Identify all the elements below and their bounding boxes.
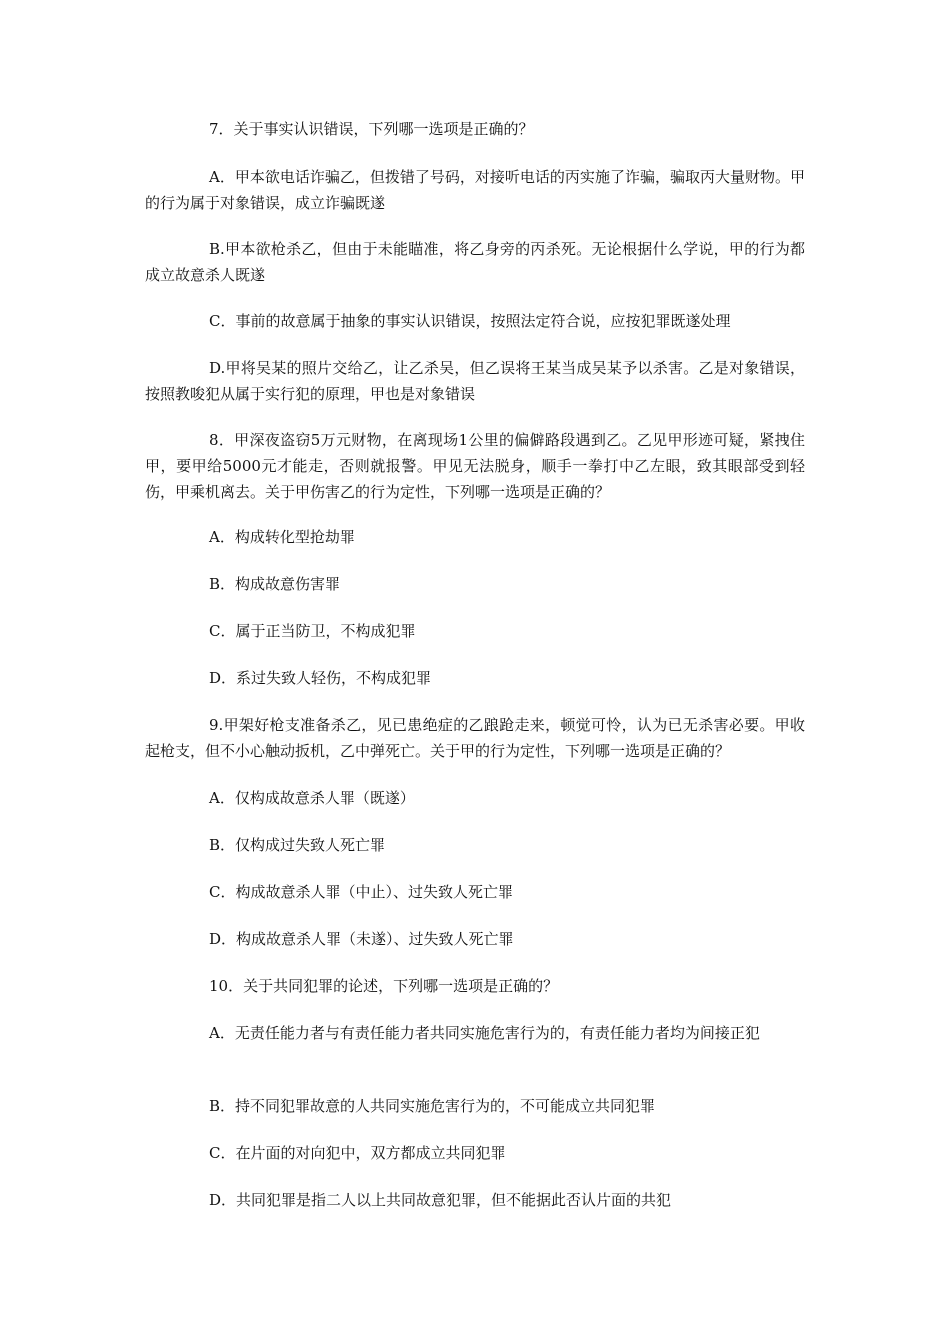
question-8-stem: 8．甲深夜盗窃5万元财物，在离现场1公里的偏僻路段遇到乙。乙见甲形迹可疑，紧拽住甲，要甲给5000元才能走，否则就报警。甲见无法脱身，顺手一拳打中乙左眼，致其眼部受到轻伤，甲乘机离去。关于甲伤害乙的行为定性，下列哪一选项是正确的？ [145,431,805,501]
question-9-option-a: A．仅构成故意杀人罪（既遂） [209,789,415,807]
question-7-option-b: B.甲本欲枪杀乙，但由于未能瞄准，将乙身旁的丙杀死。无论根据什么学说，甲的行为都成立故意杀人既遂 [145,240,805,284]
question-10-option-a: A．无责任能力者与有责任能力者共同实施危害行为的，有责任能力者均为间接正犯 [209,1024,760,1042]
question-7-option-d: D.甲将吴某的照片交给乙，让乙杀吴，但乙误将王某当成吴某予以杀害。乙是对象错误，按照教唆犯从属于实行犯的原理，甲也是对象错误 [145,359,805,403]
question-10-stem: 10．关于共同犯罪的论述，下列哪一选项是正确的？ [209,977,559,995]
question-10-option-d: D．共同犯罪是指二人以上共同故意犯罪，但不能据此否认片面的共犯 [209,1191,672,1209]
question-9-option-d: D．构成故意杀人罪（未遂）、过失致人死亡罪 [209,930,514,948]
question-10-option-b: B．持不同犯罪故意的人共同实施危害行为的，不可能成立共同犯罪 [209,1097,656,1115]
question-7-stem: 7．关于事实认识错误，下列哪一选项是正确的？ [209,120,534,138]
question-8-option-d: D．系过失致人轻伤，不构成犯罪 [209,669,432,687]
question-10-option-c: C．在片面的对向犯中，双方都成立共同犯罪 [209,1144,506,1162]
question-9-stem: 9.甲架好枪支准备杀乙，见已患绝症的乙踉跄走来，顿觉可怜，认为已无杀害必要。甲收起枪支，但不小心触动扳机，乙中弹死亡。关于甲的行为定性，下列哪一选项是正确的？ [145,716,805,760]
question-9-option-c: C．构成故意杀人罪（中止）、过失致人死亡罪 [209,883,513,901]
question-8-option-a: A．构成转化型抢劫罪 [209,528,355,546]
question-9-option-b: B．仅构成过失致人死亡罪 [209,836,386,854]
question-8-option-c: C．属于正当防卫，不构成犯罪 [209,622,416,640]
question-7-option-c: C．事前的故意属于抽象的事实认识错误，按照法定符合说，应按犯罪既遂处理 [209,312,731,330]
question-8-option-b: B．构成故意伤害罪 [209,575,341,593]
question-7-option-a: A．甲本欲电话诈骗乙，但拨错了号码，对接听电话的丙实施了诈骗，骗取丙大量财物。甲的行为属于对象错误，成立诈骗既遂 [145,168,805,212]
